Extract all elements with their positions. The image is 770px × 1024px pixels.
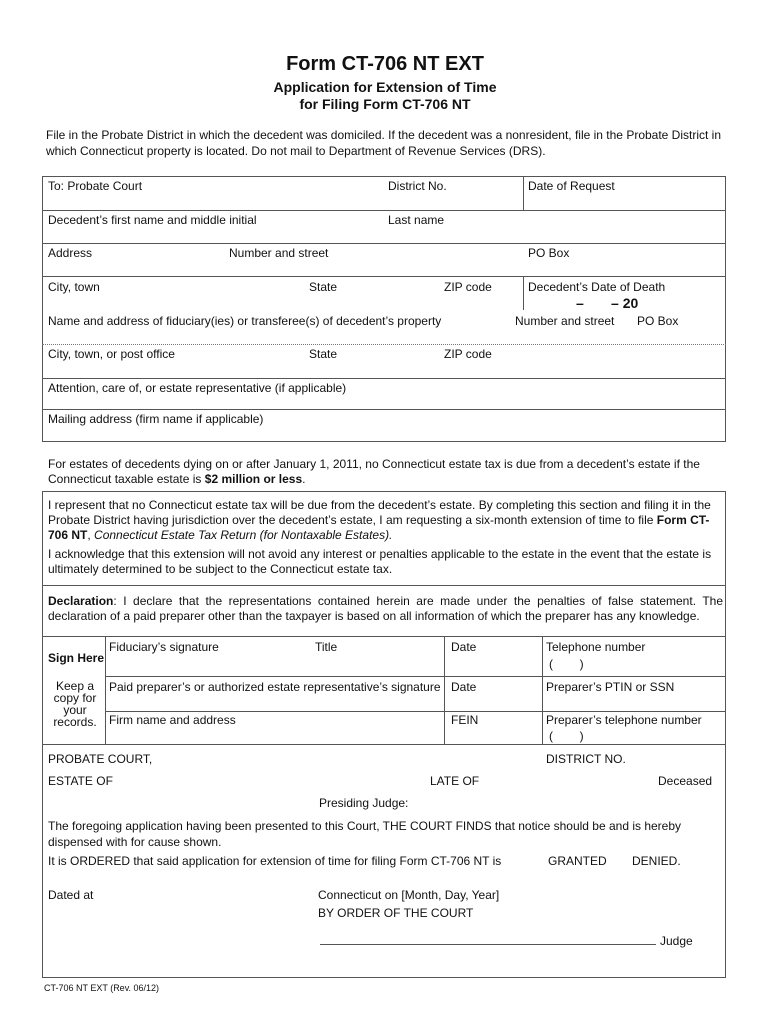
fein-field[interactable]: FEIN	[451, 713, 479, 727]
decedent-state-field[interactable]: State	[309, 280, 338, 294]
fiduciary-street-field[interactable]: Number and street	[515, 314, 615, 328]
filing-instructions: File in the Probate District in which the decedent was domiciled. If the decedent was a nonresident, file in the Probate District in which Connecticut property is located. Do not mail to Department of Revenue Services (DRS).	[46, 128, 722, 158]
fiduciary-name-address-field[interactable]: Name and address of fiduciary(ies) or transferee(s) of decedent’s property	[48, 314, 442, 328]
estate-threshold-notice: For estates of decedents dying on or after January 1, 2011, no Connecticut estate tax is due from a decedent’s estate if the Connecticut taxable estate is $2 million or less.	[48, 457, 700, 486]
probate-court-field[interactable]: To: Probate Court	[48, 179, 143, 193]
form-revision: CT-706 NT EXT (Rev. 06/12)	[44, 983, 160, 993]
by-order-of-court: BY ORDER OF THE COURT	[318, 906, 474, 920]
fiduciary-date-field[interactable]: Date	[451, 640, 477, 654]
deceased-label: Deceased	[658, 774, 713, 788]
fiduciary-zip-field[interactable]: ZIP code	[444, 347, 492, 361]
attention-field[interactable]: Attention, care of, or estate representative (if applicable)	[48, 381, 347, 395]
sign-here-label: Sign Here	[48, 651, 105, 665]
probate-court-heading: PROBATE COURT,	[48, 752, 153, 766]
court-district-no-field[interactable]: DISTRICT NO.	[546, 752, 626, 766]
judge-label: Judge	[660, 934, 693, 948]
form-subtitle-2: for Filing Form CT-706 NT	[299, 96, 471, 112]
court-finding: The foregoing application having been presented to this Court, THE COURT FINDS that notice should be and is hereby dispensed with for cause shown.	[48, 819, 682, 849]
preparer-signature-field[interactable]: Paid preparer’s or authorized estate representative’s signature	[109, 680, 441, 694]
date-of-death-format: – – 20	[576, 295, 639, 311]
decedent-street-field[interactable]: Number and street	[229, 246, 329, 260]
fiduciary-po-box-field[interactable]: PO Box	[637, 314, 679, 328]
preparer-ptin-field[interactable]: Preparer’s PTIN or SSN	[546, 680, 675, 694]
representation-statement: I represent that no Connecticut estate tax will be due from the decedent’s estate. By completing this section and filing it in the Probate District having jurisdiction over the decedent’s estate, I am requesting a six-month extension of time to file Form CT-706 NT, Connecticut Estate Tax Return (for Nontaxable Estates).	[48, 498, 711, 542]
fiduciary-title-field[interactable]: Title	[315, 640, 338, 654]
district-no-field[interactable]: District No.	[388, 179, 447, 193]
acknowledgement-statement: I acknowledge that this extension will not avoid any interest or penalties applicable to the estate in the event that the estate is ultimately determined to be subject to the Connecticut estate tax.	[48, 547, 712, 576]
late-of-field[interactable]: LATE OF	[430, 774, 480, 788]
decedent-first-name-field[interactable]: Decedent’s first name and middle initial	[48, 213, 257, 227]
form-subtitle-1: Application for Extension of Time	[273, 79, 497, 95]
telephone-parens: ( )	[549, 657, 584, 671]
decedent-po-box-field[interactable]: PO Box	[528, 246, 570, 260]
preparer-date-field[interactable]: Date	[451, 680, 477, 694]
estate-of-field[interactable]: ESTATE OF	[48, 774, 113, 788]
connecticut-on-date-field[interactable]: Connecticut on [Month, Day, Year]	[318, 888, 500, 902]
telephone-field[interactable]: Telephone number	[546, 640, 646, 654]
presiding-judge-field[interactable]: Presiding Judge:	[319, 796, 409, 810]
fiduciary-signature-field[interactable]: Fiduciary’s signature	[109, 640, 219, 654]
court-order-text: It is ORDERED that said application for extension of time for filing Form CT-706 NT is	[48, 854, 502, 868]
keep-copy-note: Keep a copy for your records.	[53, 679, 97, 729]
form-title: Form CT-706 NT EXT	[286, 53, 484, 75]
judge-signature-line[interactable]	[320, 944, 656, 945]
declaration-statement: Declaration: I declare that the representations contained herein are made under the penalties of false statement. The declaration of a paid preparer other than the taxpayer is based on all information of which the preparer has any knowledge.	[48, 594, 723, 623]
denied-option[interactable]: DENIED.	[632, 854, 681, 868]
mailing-address-field[interactable]: Mailing address (firm name if applicable)	[48, 412, 264, 426]
date-of-request-field[interactable]: Date of Request	[528, 179, 615, 193]
fiduciary-city-field[interactable]: City, town, or post office	[48, 347, 175, 361]
date-of-death-field[interactable]: Decedent’s Date of Death	[528, 280, 666, 294]
decedent-last-name-field[interactable]: Last name	[388, 213, 445, 227]
fiduciary-state-field[interactable]: State	[309, 347, 338, 361]
dated-at-field[interactable]: Dated at	[48, 888, 94, 902]
decedent-address-label: Address	[48, 246, 93, 260]
preparer-telephone-parens: ( )	[549, 729, 584, 743]
decedent-city-field[interactable]: City, town	[48, 280, 100, 294]
firm-name-address-field[interactable]: Firm name and address	[109, 713, 236, 727]
decedent-zip-field[interactable]: ZIP code	[444, 280, 492, 294]
granted-option[interactable]: GRANTED	[548, 854, 607, 868]
preparer-telephone-field[interactable]: Preparer’s telephone number	[546, 713, 702, 727]
